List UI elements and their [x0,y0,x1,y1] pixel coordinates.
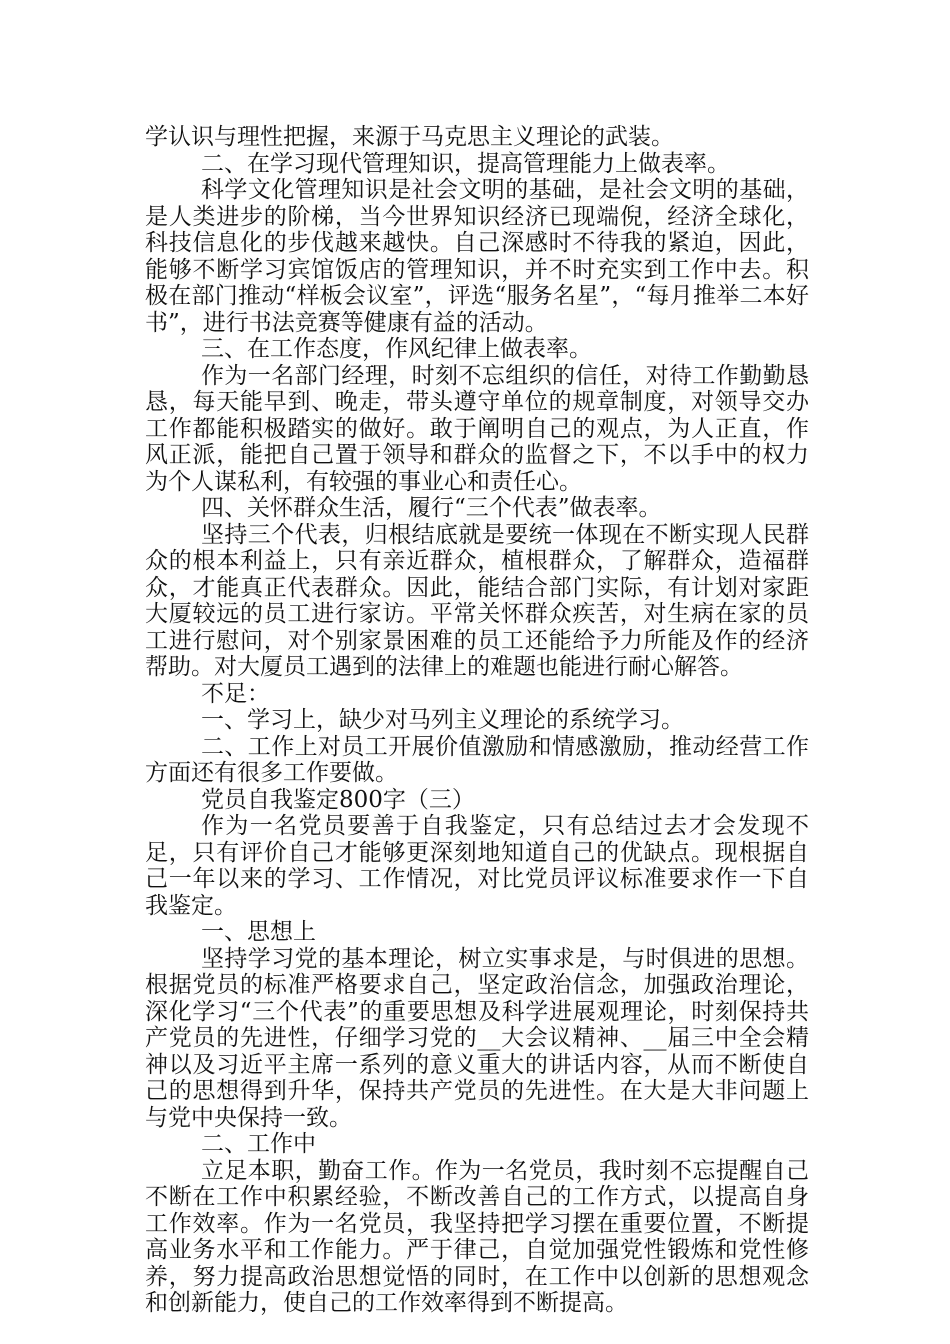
shortcoming-work: 二、工作上对员工开展价值激励和情感激励，推动经营工作方面还有很多工作要做。 [145,733,809,786]
paragraph-ideology: 坚持学习党的基本理论，树立实事求是，与时俱进的思想。根据党员的标准严格要求自己，坚定政治信念，加强政治理论，深化学习“三个代表”的重要思想及科学进展观理论，时刻保持共产党员的先进性，仔细学习党的__大会议精神、__届三中全会精神以及习近平主席一系列的意义重大的讲话内容，从而不断使自己的思想得到升华，保持共产党员的先进性。在大是大非问题上与党中央保持一致。 [145,945,809,1131]
shortcoming-study: 一、学习上，缺少对马列主义理论的系统学习。 [201,707,684,733]
paragraph-department-manager: 作为一名部门经理，时刻不忘组织的信任，对待工作勤勤恳恳，每天能早到、晚走，带头遵守单位的规章制度，对领导交办工作都能积极踏实的做好。敢于阐明自己的观点，为人正直，作风正派，能把自己置于领导和群众的监督之下，不以手中的权力为个人谋私利，有较强的事业心和责任心。 [145,362,809,495]
paragraph-self-assessment-intro: 作为一名党员要善于自我鉴定，只有总结过去才会发现不足，只有评价自己才能够更深刻地知道自己的优缺点。现根据自己一年以来的学习、工作情况，对比党员评议标准要求作一下自我鉴定。 [145,813,809,919]
section-heading-work: 二、工作中 [201,1131,316,1157]
paragraph-work: 立足本职，勤奋工作。作为一名党员，我时刻不忘提醒自己不断在工作中积累经验，不断改善自己的工作方式，以提高自身工作效率。作为一名党员，我坚持把学习摆在重要位置，不断提高业务水平和工作能力。严于律己，自觉加强党性锻炼和党性修养，努力提高政治思想觉悟的同时，在工作中以创新的思想观念和创新能力，使自己的工作效率得到不断提高。 [145,1157,809,1316]
document-page [145,124,809,1317]
section-heading-management: 二、在学习现代管理知识，提高管理能力上做表率。 [201,150,730,177]
section-heading-ideology: 一、思想上 [201,919,316,945]
section-heading-work-attitude: 三、在工作态度，作风纪律上做表率。 [201,336,592,362]
heading-shortcomings: 不足： [201,680,270,707]
paragraph-three-represents: 坚持三个代表，归根结底就是要统一体现在不断实现人民群众的根本利益上，只有亲近群众，植根群众，了解群众，造福群众，才能真正代表群众。因此，能结合部门实际，有计划对家距大厦较远的员工进行家访。平常关怀群众疾苦，对生病在家的员工进行慰问，对个别家景困难的员工还能给予力所能及作的经济帮助。对大厦员工遇到的法律上的难题也能进行耐心解答。 [145,521,809,680]
paragraph-continuation: 学认识与理性把握，来源于马克思主义理论的武装。 [145,124,674,150]
article-title-part-three: 党员自我鉴定800字（三） [201,786,475,813]
paragraph-management-knowledge: 科学文化管理知识是社会文明的基础，是社会文明的基础，是人类进步的阶梯，当今世界知识经济已现端倪，经济全球化，科技信息化的步伐越来越快。自己深感时不待我的紧迫，因此，能够不断学习宾馆饭店的管理知识，并不时充实到工作中去。积极在部门推动“样板会议室”，评选“服务名星”，“每月推举二本好书”，进行书法竞赛等健康有益的活动。 [145,177,809,336]
section-heading-care-for-masses: 四、关怀群众生活，履行“三个代表”做表率。 [201,495,662,521]
